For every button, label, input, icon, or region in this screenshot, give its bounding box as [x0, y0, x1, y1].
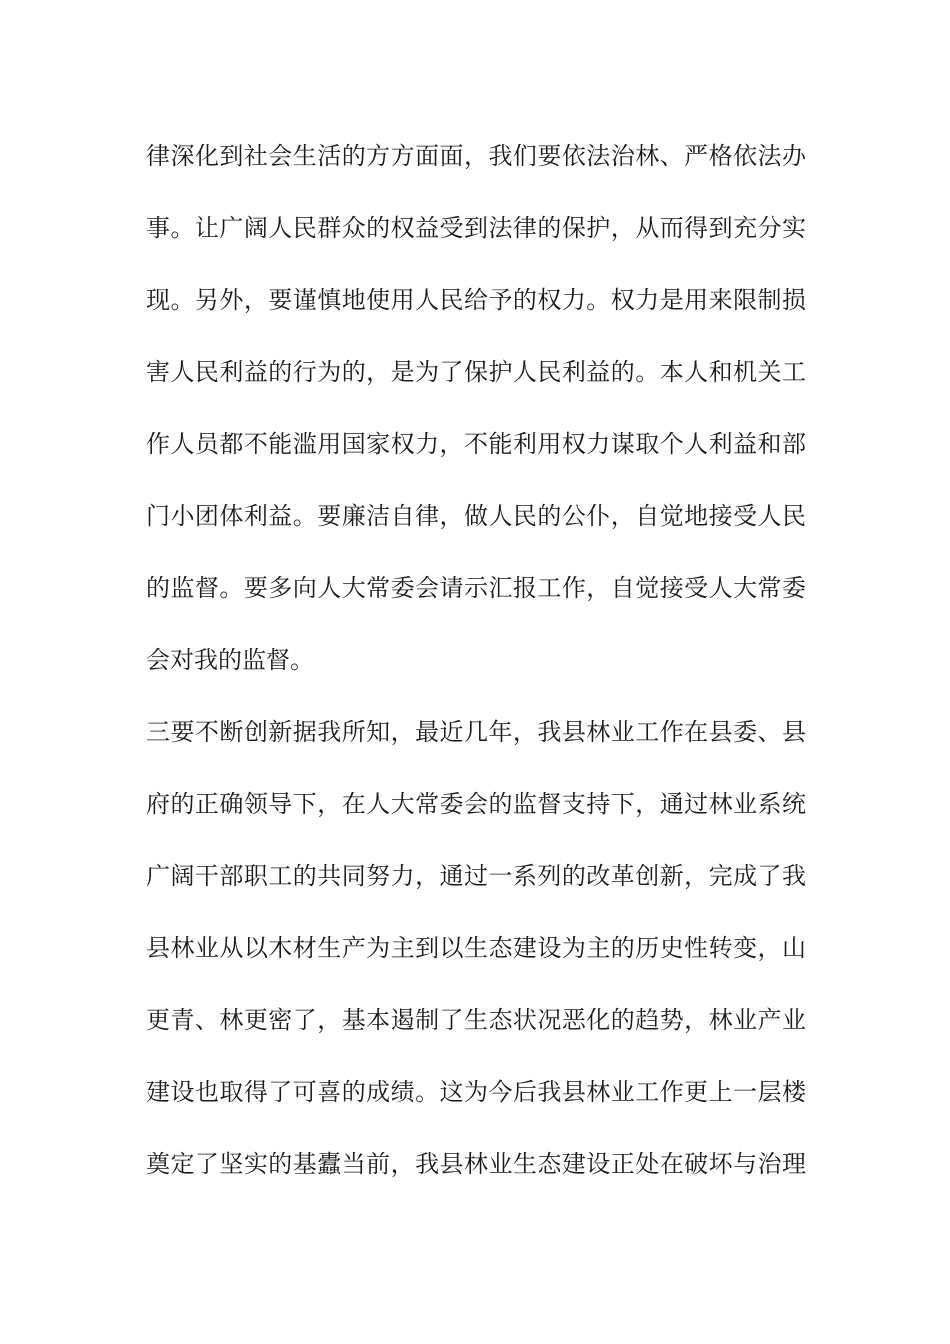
text-line-9: 三要不断创新据我所知，最近几年，我县林业工作在县委、县 [146, 718, 806, 746]
text-line-12: 县林业从以木材生产为主到以生态建设为主的历史性转变，山 [146, 934, 806, 962]
text-line-4: 害人民利益的行为的，是为了保护人民利益的。本人和机关工 [146, 358, 806, 386]
text-line-3: 现。另外，要谨慎地使用人民给予的权力。权力是用来限制损 [146, 286, 806, 314]
text-line-14: 建设也取得了可喜的成绩。这为今后我县林业工作更上一层楼 [146, 1078, 806, 1106]
text-line-11: 广阔干部职工的共同努力，通过一系列的改革创新，完成了我 [146, 862, 806, 890]
text-line-6: 门小团体利益。要廉洁自律，做人民的公仆，自觉地接受人民 [146, 502, 806, 530]
body-text [146, 132, 806, 1212]
text-line-13: 更青、林更密了，基本遏制了生态状况恶化的趋势，林业产业 [146, 1006, 806, 1034]
text-line-2: 事。让广阔人民群众的权益受到法律的保护，从而得到充分实 [146, 214, 806, 242]
text-line-5: 作人员都不能滥用国家权力，不能利用权力谋取个人利益和部 [146, 430, 806, 458]
text-line-15: 奠定了坚实的基蠹当前，我县林业生态建设正处在破坏与治理 [146, 1150, 806, 1178]
text-line-10: 府的正确领导下，在人大常委会的监督支持下，通过林业系统 [146, 790, 806, 818]
text-line-1: 律深化到社会生活的方方面面，我们要依法治林、严格依法办 [146, 142, 806, 170]
text-line-8: 会对我的监督。 [146, 646, 314, 674]
text-line-7: 的监督。要多向人大常委会请示汇报工作，自觉接受人大常委 [146, 574, 806, 602]
